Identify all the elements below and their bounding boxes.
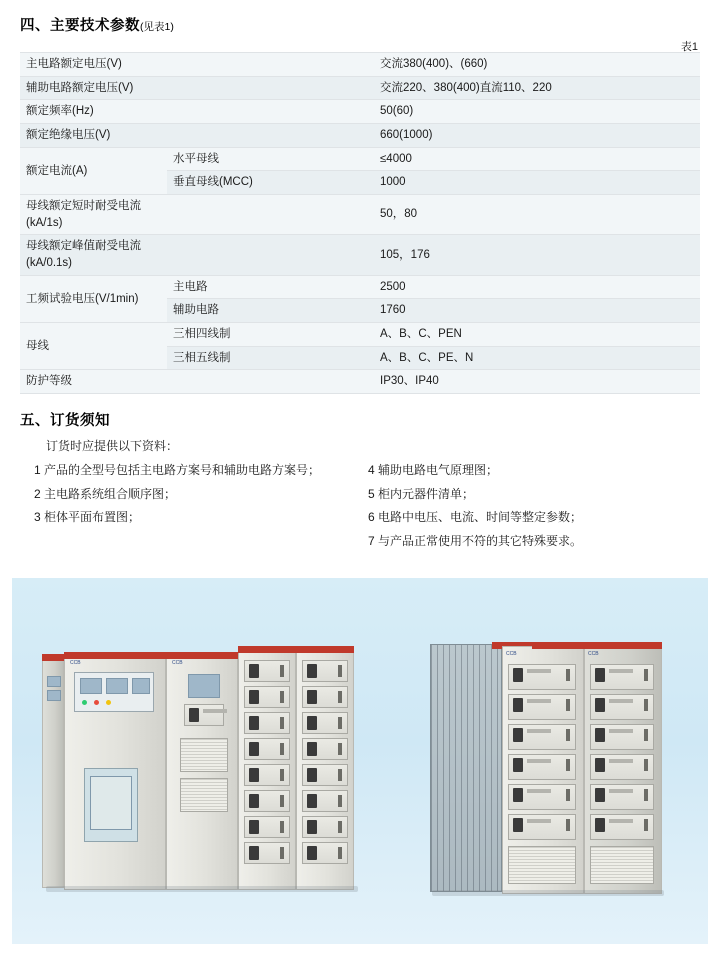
drawer-handle[interactable] xyxy=(566,819,570,831)
drawer-label-bar xyxy=(609,759,633,763)
drawer-knob-icon xyxy=(249,690,259,704)
drawer-module xyxy=(302,712,348,734)
row-value: 50(60) xyxy=(374,100,700,124)
drawer-label-bar xyxy=(609,819,633,823)
row-value: 1000 xyxy=(374,171,700,195)
drawer-module xyxy=(508,784,576,810)
drawer-module xyxy=(508,694,576,720)
drawer-module xyxy=(244,738,290,760)
row-value: 50，80 xyxy=(374,195,700,235)
row-sub xyxy=(167,124,374,148)
list-item: 7 与产品正常使用不符的其它特殊要求。 xyxy=(368,533,583,548)
list-item: 2 主电路系统组合顺序图； xyxy=(34,486,177,501)
drawer-handle[interactable] xyxy=(280,821,284,833)
row-sub xyxy=(167,235,374,275)
meter-gauge xyxy=(132,678,150,694)
brand-label: CCB xyxy=(70,660,81,666)
drawer-module xyxy=(244,686,290,708)
side-indicator-box xyxy=(47,676,61,687)
drawer-label-bar xyxy=(527,759,551,763)
table-row xyxy=(20,76,700,100)
drawer-knob-icon xyxy=(307,820,317,834)
table-row xyxy=(20,370,700,394)
drawer-handle[interactable] xyxy=(338,847,342,859)
drawer-knob-icon xyxy=(307,690,317,704)
list-item: 5 柜内元器件清单； xyxy=(368,486,475,501)
breaker-faceplate xyxy=(188,674,220,698)
drawer-knob-icon xyxy=(513,818,523,832)
drawer-knob-icon xyxy=(249,742,259,756)
drawer-handle[interactable] xyxy=(566,699,570,711)
drawer-knob-icon xyxy=(595,758,605,772)
drawer-handle[interactable] xyxy=(338,691,342,703)
drawer-knob-icon xyxy=(513,758,523,772)
brand-label: CCB xyxy=(172,660,183,666)
row-label: 额定频率(Hz) xyxy=(20,100,167,124)
drawer-handle[interactable] xyxy=(644,789,648,801)
drawer-knob-icon xyxy=(307,664,317,678)
indicator-lamp-red xyxy=(94,700,99,705)
drawer-knob-icon xyxy=(249,768,259,782)
drawer-knob-icon xyxy=(307,716,317,730)
table-row xyxy=(20,100,700,124)
cabinet-top-red-strip xyxy=(296,646,354,653)
order-intro: 订货时应提供以下资料： xyxy=(46,439,179,453)
row-value: 交流220、380(400)直流110、220 xyxy=(374,76,700,100)
order-column-left xyxy=(20,459,360,553)
drawer-knob-icon xyxy=(307,794,317,808)
row-value: IP30、IP40 xyxy=(374,370,700,394)
row-label: 母线额定峰值耐受电流(kA/0.1s) xyxy=(20,235,167,275)
drawer-module xyxy=(244,660,290,682)
drawer-label-bar xyxy=(609,729,633,733)
order-columns xyxy=(20,459,700,553)
tech-spec-table xyxy=(20,52,700,394)
row-sub: 垂直母线(MCC) xyxy=(167,171,374,195)
drawer-handle[interactable] xyxy=(338,821,342,833)
row-sub xyxy=(167,195,374,235)
breaker-knob-icon xyxy=(189,708,199,722)
drawer-module xyxy=(302,764,348,786)
drawer-handle[interactable] xyxy=(338,743,342,755)
drawer-handle[interactable] xyxy=(644,729,648,741)
brand-label: CCB xyxy=(588,651,599,657)
breaker-label-bar xyxy=(203,709,227,713)
row-sub xyxy=(167,370,374,394)
drawer-knob-icon xyxy=(595,728,605,742)
cabinet-open-frame xyxy=(430,644,502,892)
row-sub xyxy=(167,100,374,124)
order-notice-block xyxy=(20,435,700,553)
drawer-handle[interactable] xyxy=(566,759,570,771)
drawer-knob-icon xyxy=(595,818,605,832)
drawer-knob-icon xyxy=(513,728,523,742)
meter-gauge xyxy=(106,678,128,694)
drawer-handle[interactable] xyxy=(566,729,570,741)
table-row xyxy=(20,235,700,275)
drawer-module xyxy=(508,724,576,750)
drawer-knob-icon xyxy=(307,768,317,782)
cabinet-top-red-strip xyxy=(238,646,296,653)
drawer-handle[interactable] xyxy=(280,691,284,703)
drawer-module xyxy=(508,814,576,840)
row-label: 辅助电路额定电压(V) xyxy=(20,76,167,100)
row-label: 主电路额定电压(V) xyxy=(20,53,167,77)
ventilation-grille xyxy=(180,778,228,812)
drawer-handle[interactable] xyxy=(338,769,342,781)
row-label: 母线 xyxy=(20,323,167,370)
drawer-handle[interactable] xyxy=(280,795,284,807)
row-label: 母线额定短时耐受电流(kA/1s) xyxy=(20,195,167,235)
row-value: 105，176 xyxy=(374,235,700,275)
row-value: 1760 xyxy=(374,299,700,323)
row-value: 2500 xyxy=(374,275,700,299)
hmi-screen-face xyxy=(90,776,132,830)
row-value: A、B、C、PE、N xyxy=(374,346,700,370)
row-sub: 三相五线制 xyxy=(167,346,374,370)
row-value: 交流380(400)、(660) xyxy=(374,53,700,77)
row-sub: 主电路 xyxy=(167,275,374,299)
table-row xyxy=(20,147,700,171)
drawer-knob-icon xyxy=(249,794,259,808)
table-caption: 表1 xyxy=(680,41,698,53)
row-value: A、B、C、PEN xyxy=(374,323,700,347)
indicator-lamp-green xyxy=(82,700,87,705)
drawer-label-bar xyxy=(527,789,551,793)
row-label: 额定电流(A) xyxy=(20,147,167,194)
drawer-knob-icon xyxy=(595,668,605,682)
drawer-module xyxy=(302,686,348,708)
drawer-module xyxy=(590,814,654,840)
list-item: 3 柜体平面布置图； xyxy=(34,510,141,525)
drawer-module xyxy=(508,664,576,690)
order-column-right xyxy=(360,459,700,553)
indicator-lamp-yellow xyxy=(106,700,111,705)
drawer-module xyxy=(302,842,348,864)
drawer-handle[interactable] xyxy=(338,717,342,729)
drawer-module xyxy=(590,754,654,780)
drawer-knob-icon xyxy=(595,698,605,712)
table-row xyxy=(20,323,700,347)
drawer-module xyxy=(590,784,654,810)
drawer-handle[interactable] xyxy=(280,665,284,677)
drawer-module xyxy=(244,816,290,838)
row-sub: 辅助电路 xyxy=(167,299,374,323)
drawer-label-bar xyxy=(609,699,633,703)
drawer-module xyxy=(590,664,654,690)
ventilation-grille xyxy=(180,738,228,772)
meter-gauge xyxy=(80,678,102,694)
drawer-handle[interactable] xyxy=(280,717,284,729)
table-row xyxy=(20,124,700,148)
drawer-handle[interactable] xyxy=(566,669,570,681)
cabinet-top-red-strip xyxy=(166,652,238,659)
drawer-handle[interactable] xyxy=(644,819,648,831)
list-item: 1 产品的全型号包括主电路方案号和辅助电路方案号； xyxy=(34,463,321,478)
cabinet-top-red-strip xyxy=(64,652,166,659)
drawer-handle[interactable] xyxy=(280,847,284,859)
drawer-module xyxy=(590,724,654,750)
row-value: ≤4000 xyxy=(374,147,700,171)
drawer-label-bar xyxy=(527,819,551,823)
section-heading-tech-text: 四、主要技术参数 xyxy=(20,18,140,34)
breaker-module xyxy=(184,704,224,726)
drawer-module xyxy=(302,660,348,682)
brand-label: CCB xyxy=(506,651,517,657)
drawer-label-bar xyxy=(527,669,551,673)
drawer-module xyxy=(302,816,348,838)
row-sub xyxy=(167,76,374,100)
drawer-module xyxy=(508,754,576,780)
drawer-module xyxy=(244,790,290,812)
drawer-knob-icon xyxy=(595,788,605,802)
section-heading-order-text: 五、订货须知 xyxy=(20,413,110,429)
tech-spec-table-body xyxy=(20,53,700,394)
table-row xyxy=(20,53,700,77)
drawer-knob-icon xyxy=(513,698,523,712)
table-row xyxy=(20,195,700,235)
drawer-handle[interactable] xyxy=(280,769,284,781)
drawer-handle[interactable] xyxy=(644,699,648,711)
drawer-knob-icon xyxy=(249,664,259,678)
drawer-knob-icon xyxy=(249,820,259,834)
drawer-label-bar xyxy=(609,669,633,673)
row-sub: 水平母线 xyxy=(167,147,374,171)
cabinet-top-red-strip xyxy=(584,642,662,649)
drawer-module xyxy=(244,842,290,864)
drawer-handle[interactable] xyxy=(644,669,648,681)
row-label: 额定绝缘电压(V) xyxy=(20,124,167,148)
row-value: 660(1000) xyxy=(374,124,700,148)
drawer-handle[interactable] xyxy=(338,665,342,677)
list-item: 4 辅助电路电气原理图； xyxy=(368,463,499,478)
ventilation-grille xyxy=(590,846,654,884)
section-heading-order xyxy=(20,409,110,430)
cabinet-top-red-strip xyxy=(42,654,64,661)
row-sub: 三相四线制 xyxy=(167,323,374,347)
section-heading-tech xyxy=(20,14,174,35)
list-item: 6 电路中电压、电流、时间等整定参数； xyxy=(368,510,583,525)
drawer-knob-icon xyxy=(513,788,523,802)
drawer-handle[interactable] xyxy=(566,789,570,801)
drawer-knob-icon xyxy=(249,716,259,730)
side-indicator-box xyxy=(47,690,61,701)
ventilation-grille xyxy=(508,846,576,884)
drawer-module xyxy=(590,694,654,720)
drawer-handle[interactable] xyxy=(280,743,284,755)
drawer-handle[interactable] xyxy=(338,795,342,807)
product-photo-panel xyxy=(12,578,708,944)
drawer-knob-icon xyxy=(307,742,317,756)
drawer-module xyxy=(244,764,290,786)
row-label: 工频试验电压(V/1min) xyxy=(20,275,167,322)
table-row xyxy=(20,275,700,299)
drawer-label-bar xyxy=(609,789,633,793)
drawer-knob-icon xyxy=(307,846,317,860)
drawer-knob-icon xyxy=(249,846,259,860)
drawer-module xyxy=(302,738,348,760)
cabinet-base-shadow xyxy=(432,890,664,896)
drawer-handle[interactable] xyxy=(644,759,648,771)
cabinet-top-red-strip xyxy=(532,642,584,649)
drawer-knob-icon xyxy=(513,668,523,682)
drawer-label-bar xyxy=(527,729,551,733)
row-label: 防护等级 xyxy=(20,370,167,394)
drawer-label-bar xyxy=(527,699,551,703)
drawer-module xyxy=(244,712,290,734)
row-sub xyxy=(167,53,374,77)
cabinet-base-shadow xyxy=(46,886,358,892)
drawer-module xyxy=(302,790,348,812)
section-heading-tech-note: (见表1) xyxy=(140,21,174,33)
